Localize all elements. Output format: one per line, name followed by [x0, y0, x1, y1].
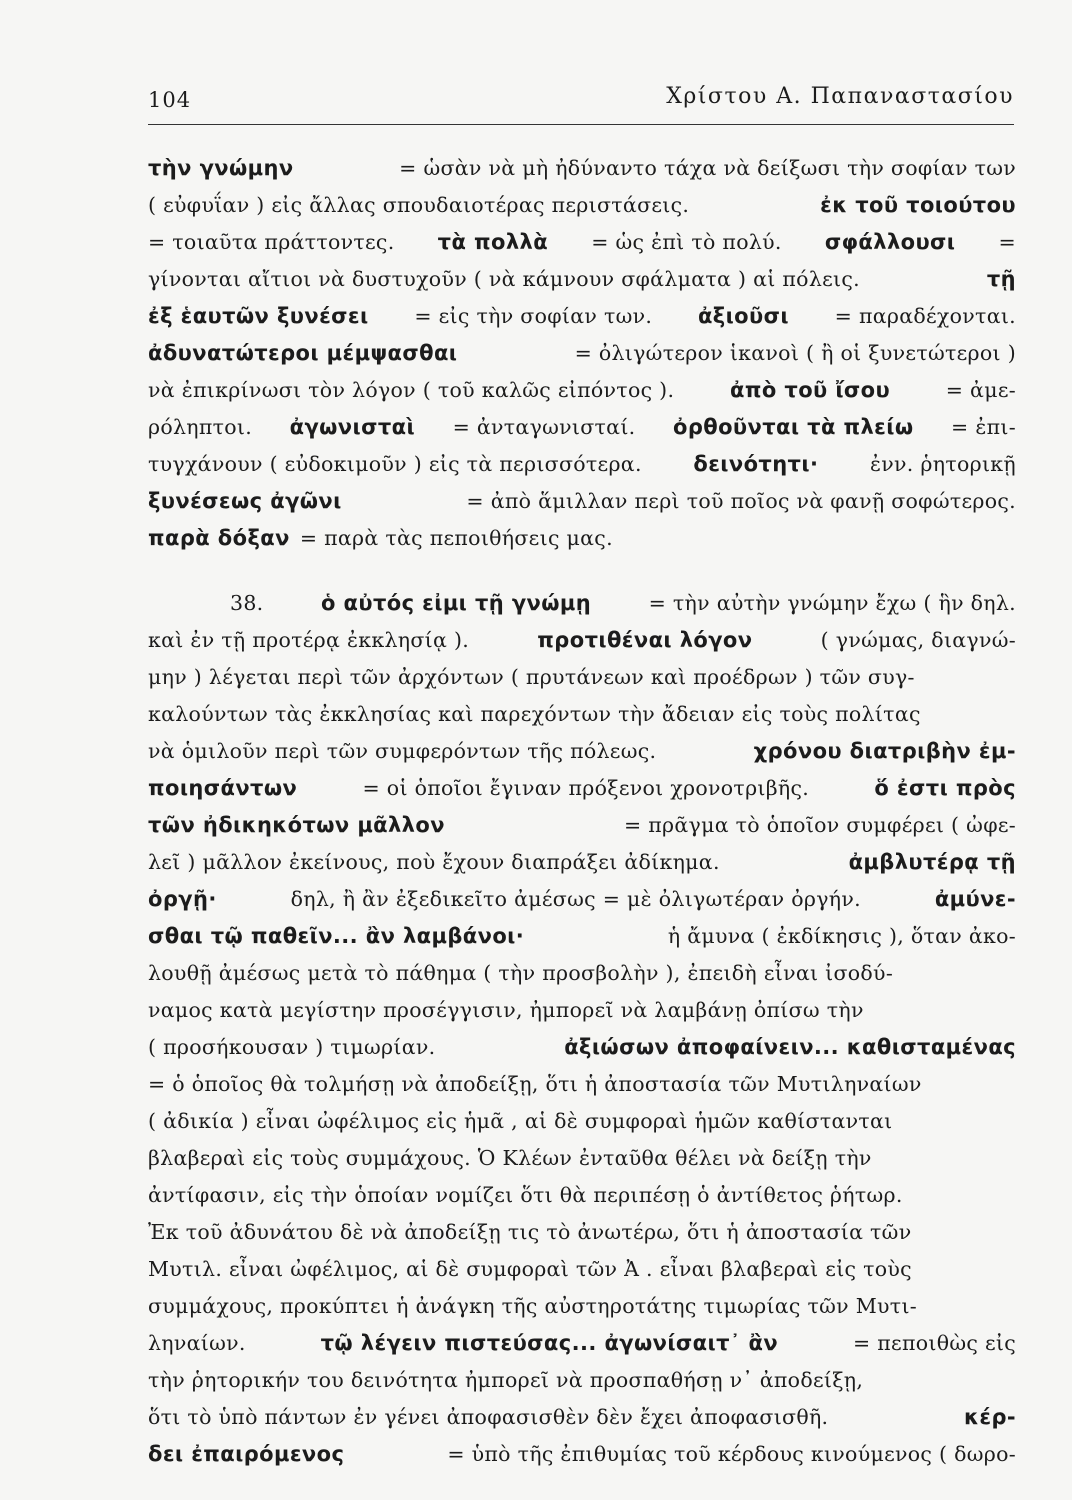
gloss-text: ἡ ἄμυνα ( ἐκδίκησις ), ὅταν ἀκο- — [667, 924, 1016, 948]
gloss-text: δηλ, ἢ ἂν ἐξεδικεῖτο ἀμέσως = μὲ ὀλιγωτέραν ὀργήν. — [290, 887, 861, 911]
gloss-text: = ἐπι- — [951, 415, 1016, 439]
gloss-text: τυγχάνουν ( εὐδοκιμοῦν ) εἰς τὰ περισσότερα. — [148, 452, 642, 476]
gloss-text: Μυτιλ. εἶναι ὠφέλιμος, αἱ δὲ συμφοραὶ τῶν Ἀ . εἶναι βλαβεραὶ εἰς τοὺς — [148, 1257, 912, 1281]
lemma-term: τῶν ἠδικηκότων μᾶλλον — [148, 813, 445, 837]
gloss-text: καὶ ἐν τῇ προτέρᾳ ἐκκλησίᾳ ). — [148, 628, 470, 652]
text-line — [148, 446, 1016, 483]
gloss-text: λεῖ ) μᾶλλον ἐκείνους, ποὺ ἔχουν διαπράξει ἀδίκημα. — [148, 850, 720, 874]
text-line — [148, 409, 1016, 446]
lemma-term: δεινότητι· — [693, 452, 819, 476]
gloss-text: τὴν ῥητορικήν του δεινότητα ἠμπορεῖ νὰ προσπαθήσῃ ν᾽ ἀποδείξῃ, — [148, 1368, 864, 1392]
lemma-term: προτιθέναι λόγον — [537, 628, 753, 652]
text-line — [148, 696, 1016, 733]
gloss-text: = τοιαῦτα πράττοντες. — [148, 230, 395, 254]
text-line — [148, 955, 1016, 992]
text-line — [148, 1029, 1016, 1066]
gloss-text: = ἀμε- — [945, 378, 1016, 402]
gloss-text: νὰ ἐπικρίνωσι τὸν λόγον ( τοῦ καλῶς εἰπόντος ). — [148, 378, 675, 402]
text-line — [148, 298, 1016, 335]
lemma-term: ἀμύνε- — [934, 887, 1016, 911]
gloss-text: = οἱ ὁποῖοι ἔγιναν πρόξενοι χρονοτριβῆς. — [362, 776, 810, 800]
text-line — [148, 187, 1016, 224]
lemma-term: χρόνου διατριβὴν ἐμ- — [753, 739, 1016, 763]
gloss-text: = ἀπὸ ἅμιλλαν περὶ τοῦ ποῖος νὰ φανῇ σοφώτερος. — [466, 489, 1016, 513]
text-line — [148, 1066, 1016, 1103]
text-line — [148, 733, 1016, 770]
lemma-term: ἀγωνισταὶ — [289, 415, 416, 439]
text-line — [148, 372, 1016, 409]
lemma-term: ἀμβλυτέρᾳ τῇ — [848, 850, 1016, 874]
gloss-text: = τὴν αὐτὴν γνώμην ἔχω ( ἣν δηλ. — [648, 591, 1016, 615]
text-line — [148, 585, 1016, 622]
lemma-term: ὅ ἐστι πρὸς — [874, 776, 1016, 800]
lemma-term: τῷ λέγειν πιστεύσας... ἀγωνίσαιτ᾽ ἂν — [320, 1331, 779, 1355]
gloss-text: = εἰς τὴν σοφίαν των. — [414, 304, 653, 328]
text-line — [148, 150, 1016, 187]
text-line — [148, 807, 1016, 844]
gloss-text: = παρὰ τὰς πεποιθήσεις μας. — [299, 526, 613, 550]
lemma-term: ἀξιώσων ἀποφαίνειν... καθισταμένας — [564, 1035, 1016, 1059]
gloss-text: ὅτι τὸ ὑπὸ πάντων ἐν γένει ἀποφασισθὲν δὲν ἔχει ἀποφασισθῆ. — [148, 1405, 829, 1429]
gloss-text: = — [998, 230, 1016, 254]
text-line — [148, 1214, 1016, 1251]
text-line — [148, 261, 1016, 298]
text-line — [148, 1288, 1016, 1325]
text-line — [148, 918, 1016, 955]
text-line — [148, 483, 1016, 520]
gloss-text: συμμάχους, προκύπτει ἡ ἀνάγκη τῆς αὐστηροτάτης τιμωρίας τῶν Μυτι- — [148, 1294, 918, 1318]
gloss-text: ἐνν. ῥητορικῇ — [869, 452, 1016, 476]
gloss-text: βλαβεραὶ εἰς τοὺς συμμάχους. Ὁ Κλέων ἐνταῦθα θέλει νὰ δείξῃ τὴν — [148, 1146, 872, 1170]
text-line — [148, 1325, 1016, 1362]
gloss-text: = ἀνταγωνισταί. — [452, 415, 636, 439]
lemma-term: τῇ — [986, 267, 1016, 291]
running-title: Χρίστου Α. Παπαναστασίου — [666, 84, 1014, 109]
lemma-term: δει ἐπαιρόμενος — [148, 1442, 345, 1466]
gloss-text: ναμος κατὰ μεγίστην προσέγγισιν, ἠμπορεῖ νὰ λαμβάνῃ ὀπίσω τὴν — [148, 998, 864, 1022]
gloss-text: ( ἀδικία ) εἶναι ὠφέλιμος εἰς ἡμᾶ , αἱ δὲ συμφοραὶ ἡμῶν καθίστανται — [148, 1109, 893, 1133]
gloss-text: νὰ ὁμιλοῦν περὶ τῶν συμφερόντων τῆς πόλεως. — [148, 739, 657, 763]
text-line — [148, 1251, 1016, 1288]
lemma-term: ἐξ ἑαυτῶν ξυνέσει — [148, 304, 369, 328]
lemma-term: ὀργῇ· — [148, 887, 217, 911]
gloss-text: = πεποιθὼς εἰς — [852, 1331, 1016, 1355]
gloss-text: 38. — [230, 591, 264, 615]
lemma-term: ὀρθοῦνται τὰ πλείω — [673, 415, 914, 439]
text-line — [148, 992, 1016, 1029]
glossary-paragraph-38 — [148, 585, 1016, 1473]
lemma-term: κέρ- — [964, 1405, 1016, 1429]
lemma-term: ξυνέσεως ἀγῶνι — [148, 489, 342, 513]
gloss-text: γίνονται αἴτιοι νὰ δυστυχοῦν ( νὰ κάμνουν σφάλματα ) αἱ πόλεις. — [148, 267, 860, 291]
lemma-term: ποιησάντων — [148, 776, 298, 800]
text-line — [148, 770, 1016, 807]
lemma-term: ἀδυνατώτεροι μέμψασθαι — [148, 341, 458, 365]
gloss-text: μην ) λέγεται περὶ τῶν ἀρχόντων ( πρυτάνεων καὶ προέδρων ) τῶν συγ- — [148, 665, 915, 689]
text-line — [148, 1140, 1016, 1177]
lemma-term: παρὰ δόξαν — [148, 526, 290, 550]
gloss-text: = ὡσὰν νὰ μὴ ἠδύναντο τάχα νὰ δείξωσι τὴν σοφίαν των — [399, 156, 1016, 180]
gloss-text: = παραδέχονται. — [834, 304, 1016, 328]
text-line — [148, 1436, 1016, 1473]
page-number: 104 — [148, 88, 192, 112]
text-line — [148, 520, 1016, 557]
glossary-paragraph-1 — [148, 150, 1016, 557]
gloss-text: ( προσήκουσαν ) τιμωρίαν. — [148, 1035, 436, 1059]
gloss-text: = ὁ ὁποῖος θὰ τολμήσῃ νὰ ἀποδείξῃ, ὅτι ἡ ἀποστασία τῶν Μυτιληναίων — [148, 1072, 922, 1096]
gloss-text: καλούντων τὰς ἐκκλησίας καὶ παρεχόντων τὴν ἄδειαν εἰς τοὺς πολίτας — [148, 702, 921, 726]
lemma-term: σθαι τῷ παθεῖν... ἂν λαμβάνοι· — [148, 924, 525, 948]
gloss-text: = ὑπὸ τῆς ἐπιθυμίας τοῦ κέρδους κινούμενος ( δωρο- — [447, 1442, 1016, 1466]
gloss-text: = ὀλιγώτερον ἱκανοὶ ( ἢ οἱ ξυνετώτεροι ) — [574, 341, 1016, 365]
text-line — [148, 1177, 1016, 1214]
text-line — [148, 1399, 1016, 1436]
lemma-term: τὴν γνώμην — [148, 156, 294, 180]
text-line — [148, 335, 1016, 372]
text-line — [148, 1103, 1016, 1140]
lemma-term: σφάλλουσι — [824, 230, 956, 254]
gloss-text: ληναίων. — [148, 1331, 246, 1355]
text-line — [148, 881, 1016, 918]
lemma-term: ἀξιοῦσι — [697, 304, 789, 328]
gloss-text: λουθῇ ἀμέσως μετὰ τὸ πάθημα ( τὴν προσβολὴν ), ἐπειδὴ εἶναι ἰσοδύ- — [148, 961, 894, 985]
gloss-text: = πρᾶγμα τὸ ὁποῖον συμφέρει ( ὠφε- — [623, 813, 1016, 837]
text-line — [148, 224, 1016, 261]
gloss-text: = ὡς ἐπὶ τὸ πολύ. — [591, 230, 782, 254]
lemma-term: ἐκ τοῦ τοιούτου — [820, 193, 1016, 217]
text-line — [148, 659, 1016, 696]
text-line — [148, 844, 1016, 881]
gloss-text: Ἐκ τοῦ ἀδυνάτου δὲ νὰ ἀποδείξῃ τις τὸ ἀνωτέρω, ὅτι ἡ ἀποστασία τῶν — [148, 1220, 912, 1244]
lemma-term: τὰ πολλὰ — [437, 230, 549, 254]
gloss-text: ( εὐφυΐαν ) εἰς ἄλλας σπουδαιοτέρας περιστάσεις. — [148, 193, 690, 217]
lemma-term: ἀπὸ τοῦ ἴσου — [730, 378, 891, 402]
text-line — [148, 622, 1016, 659]
lemma-term: ὁ αὐτός εἰμι τῇ γνώμῃ — [321, 591, 592, 615]
gloss-text: ἀντίφασιν, εἰς τὴν ὁποίαν νομίζει ὅτι θὰ περιπέσῃ ὁ ἀντίθετος ῥήτωρ. — [148, 1183, 903, 1207]
page-header — [148, 84, 1014, 125]
text-line — [148, 1362, 1016, 1399]
gloss-text: ρόληπτοι. — [148, 415, 253, 439]
gloss-text: ( γνώμας, διαγνώ- — [820, 628, 1016, 652]
